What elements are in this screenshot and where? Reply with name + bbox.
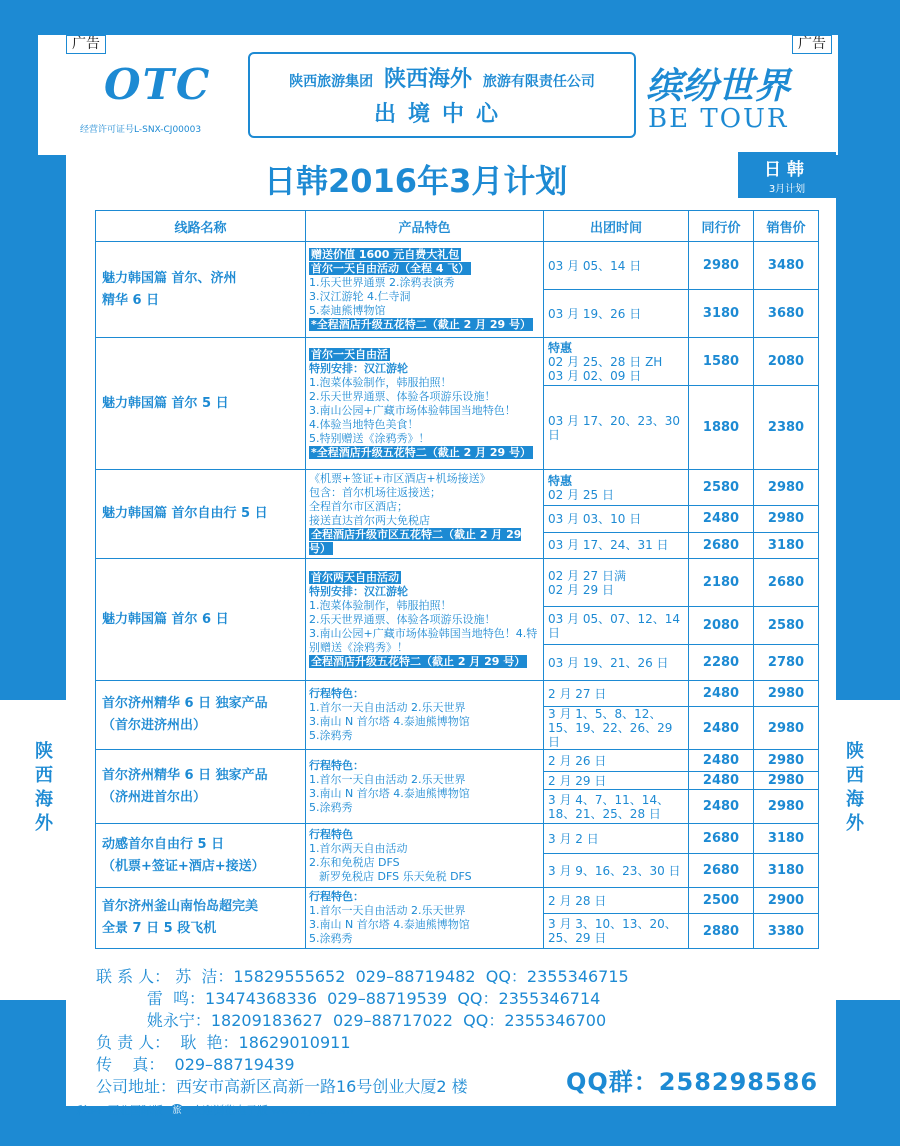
departure-date: 03 月 05、14 日 <box>544 242 689 290</box>
route-name: 魅力韩国篇 首尔自由行 5 日 <box>96 470 306 559</box>
retail-price: 2580 <box>754 607 819 645</box>
table-row <box>96 750 819 772</box>
edition-label: 西北国际版 <box>108 1104 163 1117</box>
departure-date: 2 月 27 日 <box>544 681 689 707</box>
retail-price: 3180 <box>754 854 819 888</box>
contact-line: 联 系 人： 苏 洁：15829555652 029–88719482 QQ：2355346715 <box>96 967 629 986</box>
retail-price: 2980 <box>754 790 819 824</box>
departure-date: 03 月 17、24、31 日 <box>544 532 689 558</box>
table-row <box>96 888 819 914</box>
route-name: 首尔济州精华 6 日 独家产品 （首尔进济州出） <box>96 681 306 750</box>
trade-price: 2980 <box>689 242 754 290</box>
trade-price: 2180 <box>689 559 754 607</box>
trade-price: 2480 <box>689 707 754 750</box>
contact-block <box>96 966 629 1098</box>
route-features: 首尔两天自由活动 特别安排：汉江游轮 1.泡菜体验制作，韩服拍照！ 2.乐天世界通票、体验各项游乐设施！ 3.南山公园+广藏市场体验韩国当地特色！4.特别赠送《涂鸦秀》！ 全程酒店升级五花特二（截止 2 月 29 号） <box>306 559 544 681</box>
departure-date: 3 月 3、10、13、20、25、29 日 <box>544 914 689 949</box>
otc-logo: OTC <box>104 60 212 109</box>
retail-price: 2780 <box>754 645 819 681</box>
departure-date: 03 月 19、21、26 日 <box>544 645 689 681</box>
departure-date: 03 月 05、07、12、14 日 <box>544 607 689 645</box>
departure-date: 3 月 2 日 <box>544 824 689 854</box>
retail-price: 3180 <box>754 824 819 854</box>
brand-en: BE TOUR <box>648 104 789 134</box>
route-name: 魅力韩国篇 首尔 6 日 <box>96 559 306 681</box>
table-row <box>96 242 819 290</box>
trade-price: 2880 <box>689 914 754 949</box>
departure-date: 特惠 02 月 25、28 日 ZH 03 月 02、09 日 <box>544 338 689 386</box>
trade-price: 2480 <box>689 681 754 707</box>
route-features: 《机票+签证+市区酒店+机场接送》 包含：首尔机场往返接送； 全程首尔市区酒店； 接送直达首尔两大免税店 全程酒店升级市区五花特二（截止 2 月 29 号） <box>306 470 544 559</box>
retail-price: 2900 <box>754 888 819 914</box>
route-name: 魅力韩国篇 首尔、济州 精华 6 日 <box>96 242 306 338</box>
address-line: 公司地址：西安市高新区高新一路16号创业大厦2 楼 <box>96 1077 468 1096</box>
table-header <box>96 211 819 242</box>
company-name: 陕西海外 <box>383 66 472 92</box>
ad-label-left: 广告 <box>66 35 106 54</box>
side-label-right: 陕 西 海 外 <box>846 741 864 834</box>
header-trade-price: 同行价 <box>689 211 754 242</box>
departure-date: 2 月 28 日 <box>544 888 689 914</box>
route-features: 行程特色： 1.首尔一天自由活动 2.乐天世界 3.南山 N 首尔塔 4.泰迪熊博物馆 5.涂鸦秀 <box>306 750 544 824</box>
table-row <box>96 338 819 386</box>
retail-price: 2980 <box>754 470 819 506</box>
page-number: 彩34 <box>76 1104 101 1117</box>
retail-price: 2980 <box>754 681 819 707</box>
corner-tag-sub: 3月计划 <box>768 184 806 195</box>
retail-price: 3380 <box>754 914 819 949</box>
trade-price: 2280 <box>689 645 754 681</box>
retail-price: 2980 <box>754 707 819 750</box>
fax-line: 传 真： 029–88719439 <box>96 1055 295 1074</box>
retail-price: 2980 <box>754 772 819 790</box>
company-center: 出境中心 <box>373 102 510 127</box>
retail-price: 2980 <box>754 750 819 772</box>
ad-label-right: 广告 <box>792 35 832 54</box>
table-row <box>96 470 819 506</box>
retail-price: 3480 <box>754 242 819 290</box>
table-row <box>96 681 819 707</box>
trade-price: 2680 <box>689 854 754 888</box>
retail-price: 2380 <box>754 386 819 470</box>
route-features: 行程特色 1.首尔两天自由活动 2.东和免税店 DFS 新罗免税店 DFS 乐天免税 DFS <box>306 824 544 888</box>
contact-line: 姚永宁：18209183627 029–88717022 QQ：2355346700 <box>96 1011 607 1030</box>
trade-price: 2080 <box>689 607 754 645</box>
retail-price: 2680 <box>754 559 819 607</box>
retail-price: 2980 <box>754 506 819 532</box>
footer <box>76 1102 354 1118</box>
table-row <box>96 824 819 854</box>
header-features: 产品特色 <box>306 211 544 242</box>
departure-date: 02 月 27 日满 02 月 29 日 <box>544 559 689 607</box>
trade-price: 2480 <box>689 506 754 532</box>
retail-price: 3180 <box>754 532 819 558</box>
departure-date: 03 月 03、10 日 <box>544 506 689 532</box>
trade-price: 2480 <box>689 750 754 772</box>
route-name: 魅力韩国篇 首尔 5 日 <box>96 338 306 470</box>
side-label-left: 陕 西 海 外 <box>35 741 53 834</box>
header-retail-price: 销售价 <box>754 211 819 242</box>
license-number: 经营许可证号L-SNX-CJ00003 <box>80 125 202 135</box>
qq-group: QQ群：258298586 <box>566 1068 819 1096</box>
departure-date: 3 月 1、5、8、12、15、19、22、26、29 日 <box>544 707 689 750</box>
company-banner <box>248 52 636 138</box>
trade-price: 3180 <box>689 290 754 338</box>
trade-price: 2500 <box>689 888 754 914</box>
departure-date: 特惠 02 月 25 日 <box>544 470 689 506</box>
tour-table <box>95 210 819 949</box>
manager-line: 负 责 人： 耿 艳：18629010911 <box>96 1033 351 1052</box>
route-name: 动感首尔自由行 5 日 （机票+签证+酒店+接送） <box>96 824 306 888</box>
trade-price: 1580 <box>689 338 754 386</box>
travel-logo-icon: 旅 <box>170 1104 184 1118</box>
trade-price: 2580 <box>689 470 754 506</box>
website-text: 欢迎浏览电子版 www.zyoo.com <box>191 1104 354 1117</box>
route-features: 行程特色： 1.首尔一天自由活动 2.乐天世界 3.南山 N 首尔塔 4.泰迪熊博物馆 5.涂鸦秀 <box>306 888 544 949</box>
route-name: 首尔济州精华 6 日 独家产品 （济州进首尔出） <box>96 750 306 824</box>
retail-price: 3680 <box>754 290 819 338</box>
trade-price: 2680 <box>689 532 754 558</box>
departure-date: 3 月 4、7、11、14、18、21、25、28 日 <box>544 790 689 824</box>
departure-date: 03 月 17、20、23、30 日 <box>544 386 689 470</box>
trade-price: 2480 <box>689 772 754 790</box>
departure-date: 3 月 9、16、23、30 日 <box>544 854 689 888</box>
departure-date: 2 月 26 日 <box>544 750 689 772</box>
table-row <box>96 559 819 607</box>
company-suffix: 旅游有限责任公司 <box>482 74 595 90</box>
header-departure: 出团时间 <box>544 211 689 242</box>
header-route: 线路名称 <box>96 211 306 242</box>
route-features: 赠送价值 1600 元自费大礼包 首尔一天自由活动（全程 4 飞） 1.乐天世界通票 2.涂鸦表演秀 3.汉江游轮 4.仁寺洞 5.泰迪熊博物馆 *全程酒店升级五花特二（截止 2 月 29 号） <box>306 242 544 338</box>
page-title: 日韩2016年3月计划 <box>264 162 568 200</box>
departure-date: 03 月 19、26 日 <box>544 290 689 338</box>
corner-tag <box>738 152 836 198</box>
departure-date: 2 月 29 日 <box>544 772 689 790</box>
trade-price: 2680 <box>689 824 754 854</box>
route-name: 首尔济州釜山南怡岛超完美 全景 7 日 5 段飞机 <box>96 888 306 949</box>
company-group: 陕西旅游集团 <box>289 74 374 90</box>
route-features: 首尔一天自由活 特别安排：汉江游轮 1.泡菜体验制作，韩服拍照！ 2.乐天世界通票、体验各项游乐设施！ 3.南山公园+广藏市场体验韩国当地特色！ 4.体验当地特色美食！ 5.特别赠送《涂鸦秀》！ *全程酒店升级五花特二（截止 2 月 29 号） <box>306 338 544 470</box>
trade-price: 1880 <box>689 386 754 470</box>
retail-price: 2080 <box>754 338 819 386</box>
brand-cn: 缤纷世界 <box>646 65 791 107</box>
trade-price: 2480 <box>689 790 754 824</box>
route-features: 行程特色： 1.首尔一天自由活动 2.乐天世界 3.南山 N 首尔塔 4.泰迪熊博物馆 5.涂鸦秀 <box>306 681 544 750</box>
contact-line: 雷 鸣：13474368336 029–88719539 QQ：2355346714 <box>96 989 601 1008</box>
corner-tag-main: 日韩 <box>764 160 810 180</box>
side-panel-left <box>0 700 66 1000</box>
